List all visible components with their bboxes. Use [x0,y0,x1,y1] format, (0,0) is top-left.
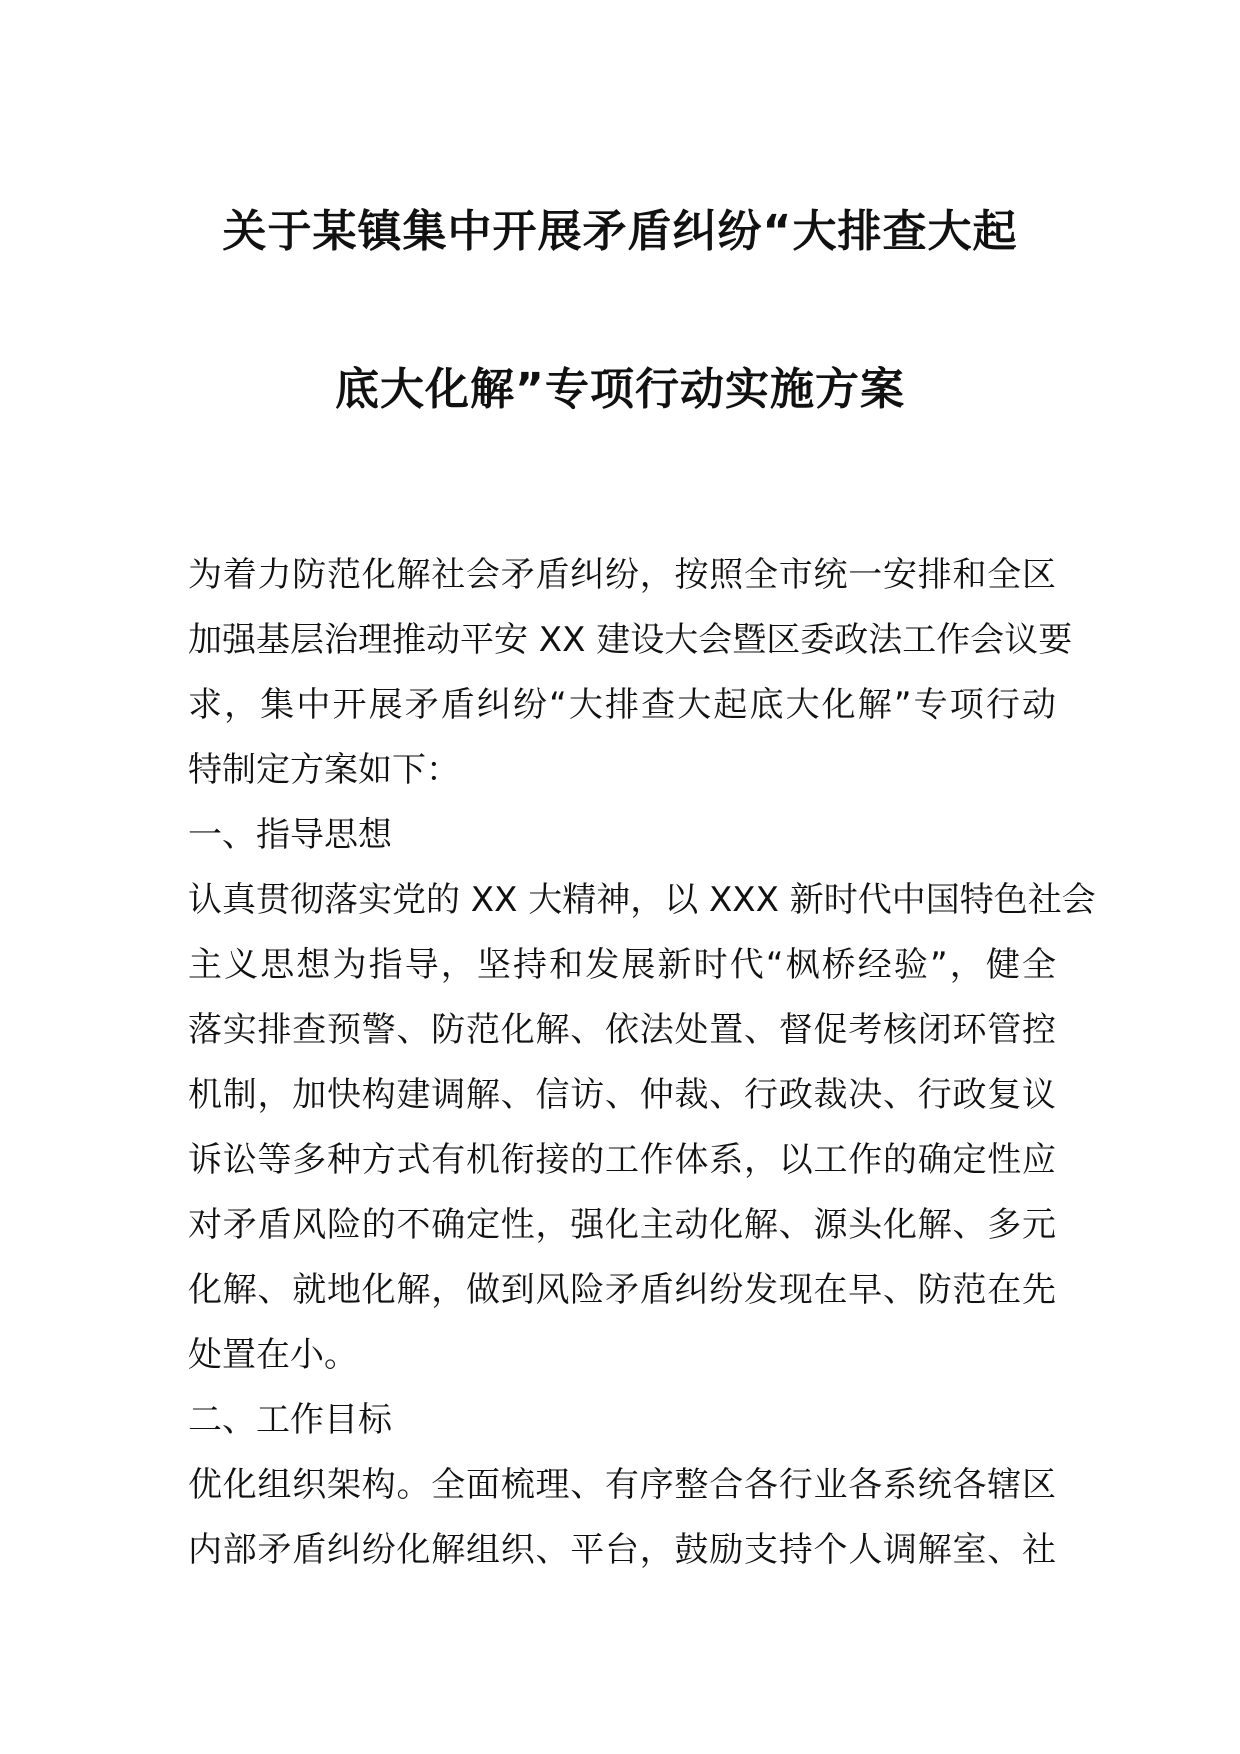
body-line: 处置在小。 [188,1335,358,1375]
body-line: 加强基层治理推动平安 XX 建设大会暨区委政法工作会议要 [188,620,1073,660]
body-line: 认真贯彻落实党的 XX 大精神，以 XXX 新时代中国特色社会 [188,880,1096,920]
body-line: 对矛盾风险的不确定性，强化主动化解、源头化解、多元 [188,1205,1056,1245]
body-line: 机制，加快构建调解、信访、仲裁、行政裁决、行政复议 [188,1075,1056,1115]
body-line: 特制定方案如下： [188,750,460,790]
body-line: 落实排查预警、防范化解、依法处置、督促考核闭环管控 [188,1010,1056,1050]
body-line: 诉讼等多种方式有机衔接的工作体系，以工作的确定性应 [188,1140,1056,1180]
document-body [188,543,1096,1583]
body-line: 求，集中开展矛盾纠纷“大排查大起底大化解”专项行动 [188,685,1056,725]
body-line: 化解、就地化解，做到风险矛盾纠纷发现在早、防范在先 [188,1270,1056,1310]
body-line: 主义思想为指导，坚持和发展新时代“枫桥经验”，健全 [188,945,1056,985]
body-line: 为着力防范化解社会矛盾纠纷，按照全市统一安排和全区 [188,555,1056,595]
document-title-line-1: 关于某镇集中开展矛盾纠纷“大排查大起 [222,206,1018,257]
body-line: 内部矛盾纠纷化解组织、平台，鼓励支持个人调解室、社 [188,1530,1056,1570]
section-heading: 二、工作目标 [188,1400,392,1440]
section-heading: 一、指导思想 [188,815,392,855]
document-title-line-2: 底大化解”专项行动实施方案 [335,364,905,415]
body-line: 优化组织架构。全面梳理、有序整合各行业各系统各辖区 [188,1465,1056,1505]
